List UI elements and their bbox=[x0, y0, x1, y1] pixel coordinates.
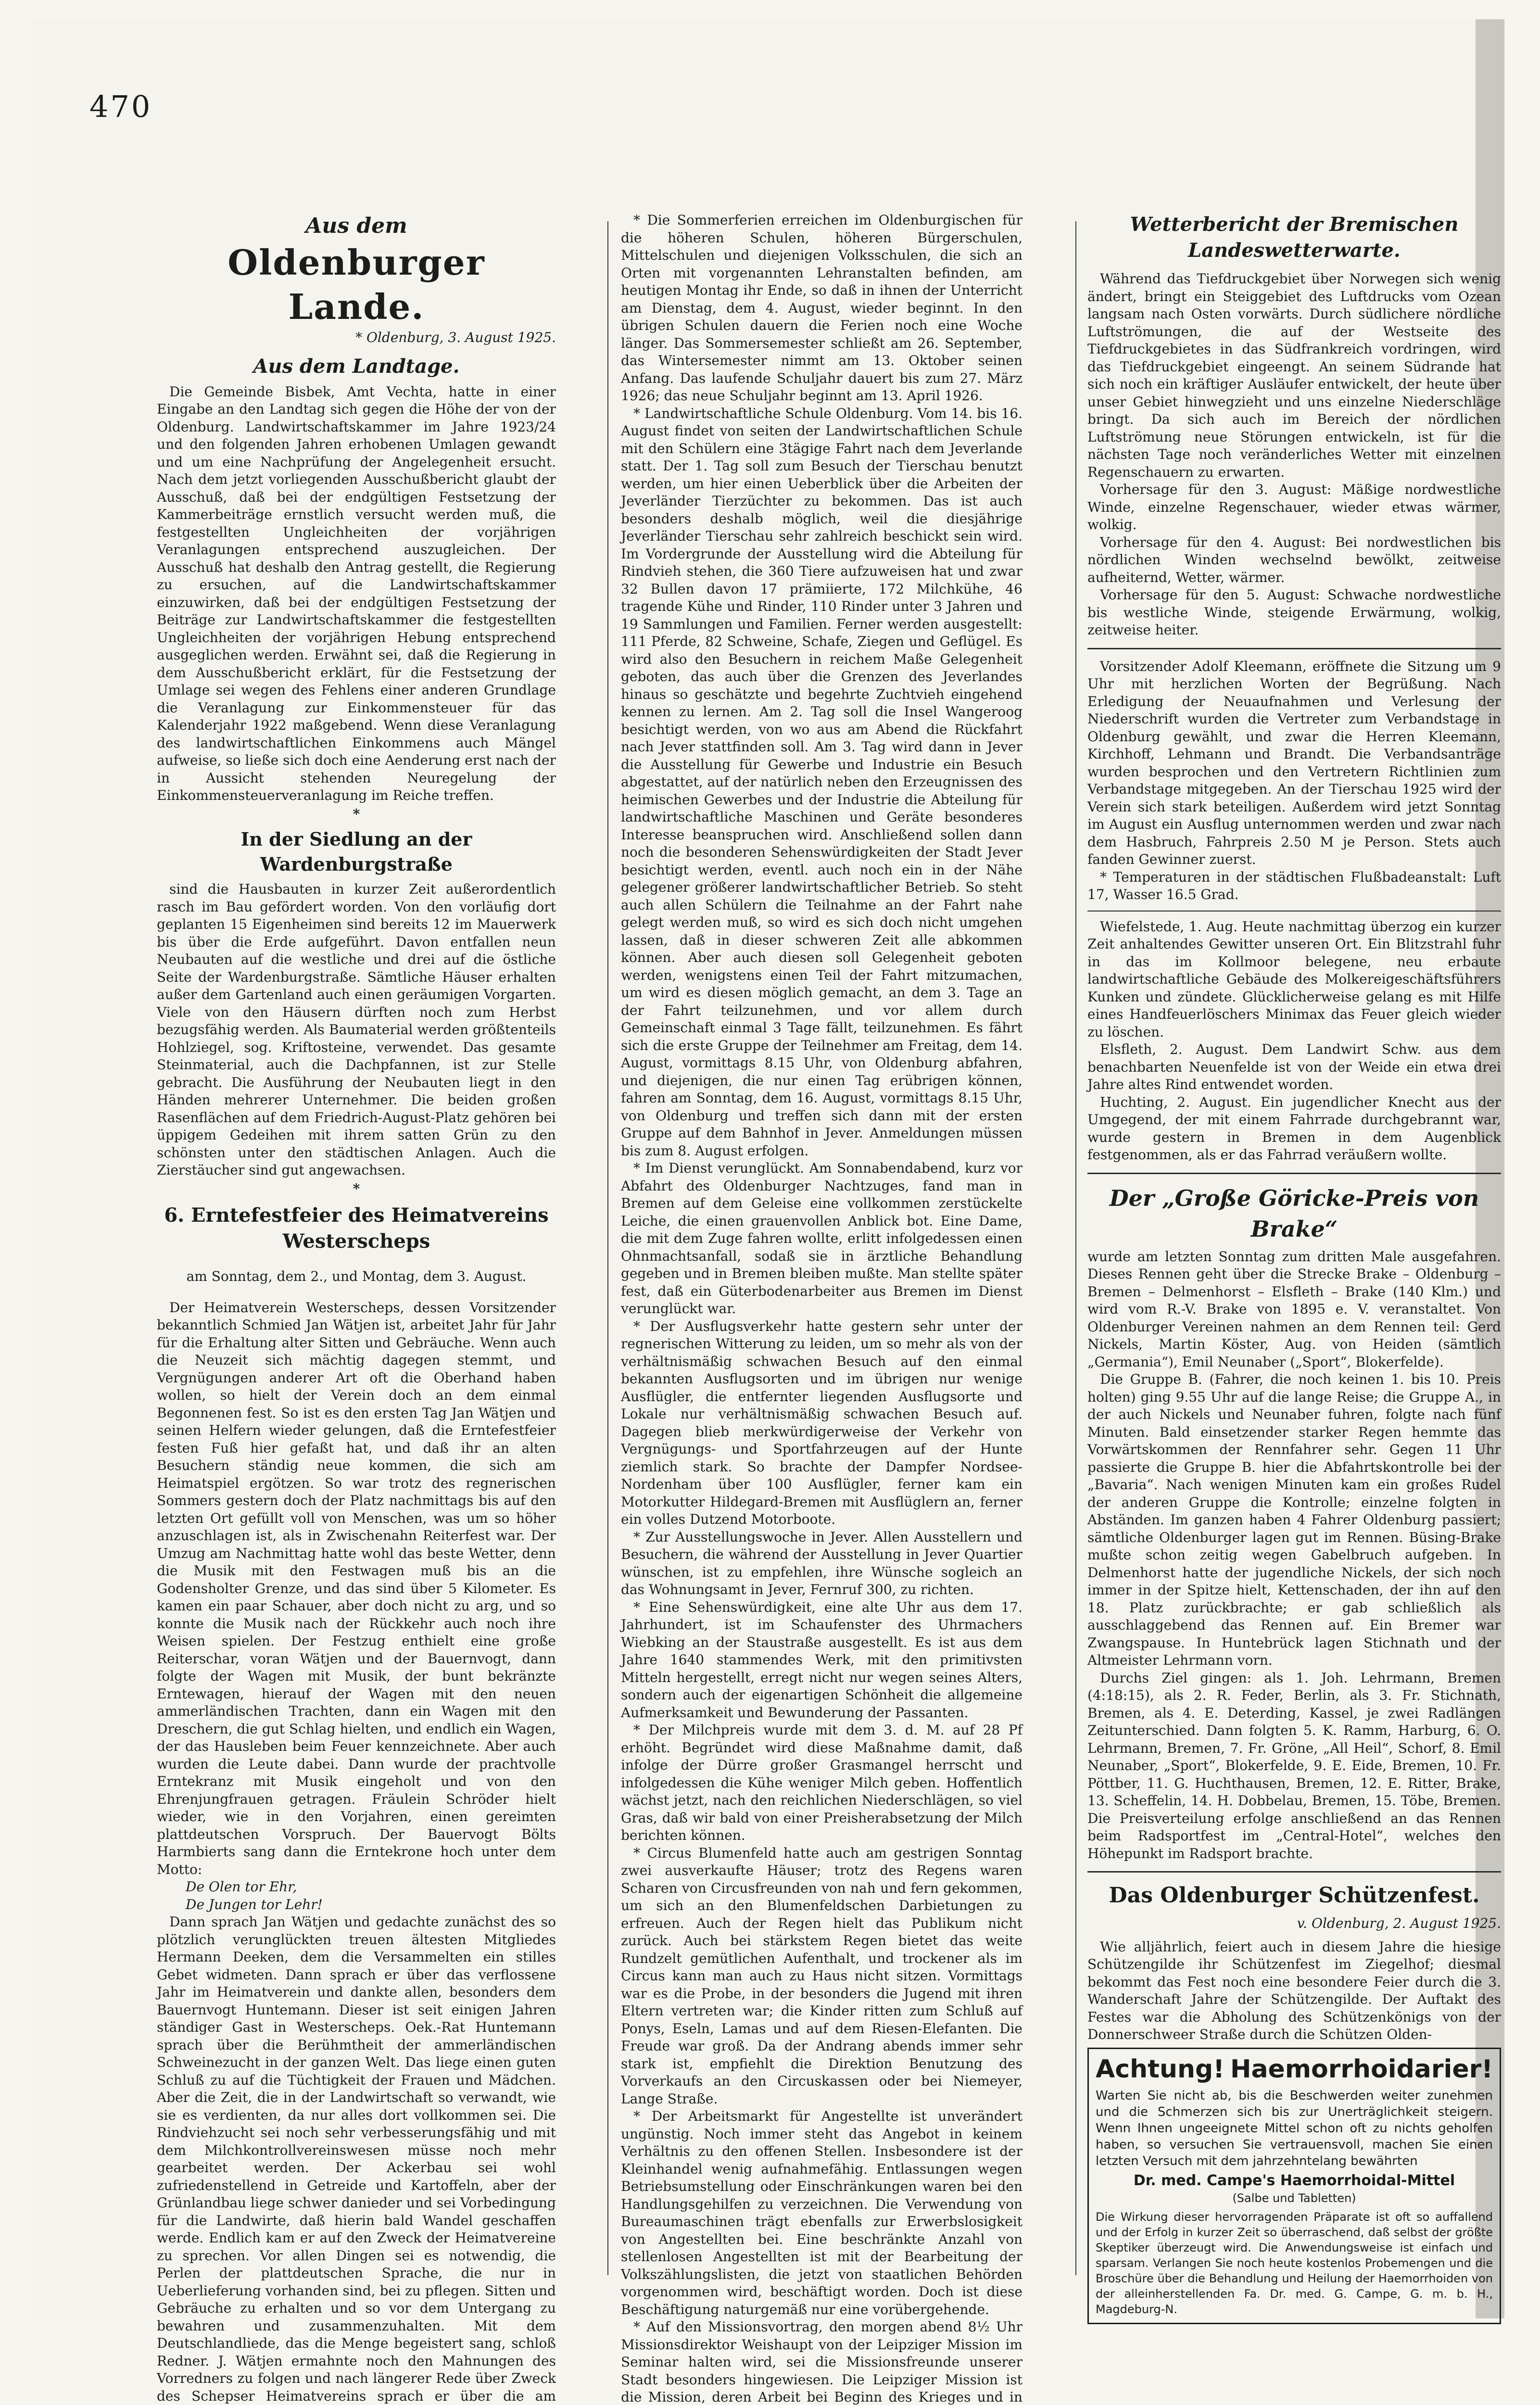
news-item: Huchting, 2. August. Ein jugendlicher Knecht aus der Umgegend, der mit einem Fahrrade durchgebrannt war, wurde gestern in Bremen in dem Augenblick festgenommen, als er das Fahrrad veräußern wollte. bbox=[1087, 1094, 1501, 1163]
dateline: * Oldenburg, 3. August 1925. bbox=[355, 329, 556, 345]
article-subtitle: am Sonntag, dem 2., und Montag, dem 3. August. bbox=[186, 1268, 527, 1284]
page-number: 470 bbox=[89, 89, 152, 124]
article-body: Wie alljährlich, feiert auch in diesem Jahre die hiesige Schützengilde ihr Schützenfest im Ziegelhof; diesmal bekommt das Fest noch eine besondere Feier durch die 3. Wanderschaft Jahre der Schützengilde. Der Auftakt des Festes war die Abholung des Schützenkönigs von der Donnerschweer Straße durch die Schützen Olden- bbox=[1087, 1938, 1501, 2042]
divider bbox=[1087, 1871, 1501, 1873]
weather-forecast: Vorhersage für den 3. August: Mäßige nordwestliche Winde, einzelne Regenschauer, wieder etwas wärmer, wolkig. bbox=[1087, 481, 1501, 532]
motto-line: De Olen tor Ehr, bbox=[186, 1879, 297, 1895]
ad-heading bbox=[1096, 2054, 1493, 2085]
article-title: Aus dem Landtage. bbox=[253, 354, 460, 378]
ad-text: Die Wirkung dieser hervorragenden Präparate ist oft so auffallend und der Erfolg in kurzer Zeit so überraschend, daß selbst der größte Skeptiker überzeugt wird. Die Anwendungsweise ist einfach und sparsam. Verlangen Sie noch heute kostenlos Probemengen und die Broschüre über die Behandlung und Heilung der Haemorrhoiden von der alleinherstellenden Fa. Dr. med. G. Campe, G. m. b. H., Magdeburg-N. bbox=[1096, 2210, 1493, 2316]
news-item: * Die Sommerferien erreichen im Oldenburgischen für die höheren Schulen, höheren Bürgerschulen, Mittelschulen und diejenigen Volksschulen, die sich an Orten mit vorgenannten Lehranstalten befinden, am heutigen Montag ihr Ende, so daß in ihnen der Unterricht am Dienstag, dem 4. August, wieder beginnt. In den übrigen Schulen dauern die Ferien noch eine Woche länger. Das Sommersemester schließt am 26. September, das Wintersemester nimmt am 13. Oktober seinen Anfang. Das laufende Schuljahr dauert bis zum 27. März 1926; das neue Schuljahr beginnt am 13. April 1926. bbox=[621, 212, 1022, 404]
article-title: In der Siedlung an der Wardenburgstraße bbox=[240, 828, 472, 875]
column-rule bbox=[607, 221, 608, 2275]
news-item: * Zur Ausstellungswoche in Jever. Allen Ausstellern und Besuchern, die während der Ausstellung in Jever Quartier wünschen, ist zu empfehlen, ihre Wünsche sogleich an das Wohnungsamt in Jever, Fernruf 300, zu richten. bbox=[621, 1529, 1022, 1597]
article-title: 6. Erntefestfeier des Heimatvereins Westerscheps bbox=[164, 1204, 549, 1253]
article-body: Dann sprach Jan Wätjen und gedachte zunächst des so plötzlich verunglückten treuen ältesten Mitgliedes Hermann Deeken, dem die Versammelten ein stilles Gebet widmeten. Dann sprach er über das verflossene Jahr im Heimatverein und dankte allen, besonders dem Bauernvogt Huntemann. Dieser ist seit einigen Jahren ständiger Gast in Westerscheps. Oek.-Rat Huntemann sprach über die Berühmtheit der ammerländischen Schweinezucht in der ganzen Welt. Das liege einen guten Schluß zu auf die Tüchtigkeit der Frauen und Mädchen. Aber die Zeit, die in der Landwirtschaft so verwandt, wie sie es verdienten, da nur alles dort vollkommen sei. Die Rindviehzucht sei noch sehr verbesserungsfähig und mit dem Milchkontrollvereinswesen müsse noch mehr gearbeitet werden. Der Ackerbau sei wohl zufriedenstellend in Getreide und Kartoffeln, aber der Grünlandbau liege schwer danieder und sei Vorbedingung für die Landwirte, daß hierin bald Wandel geschaffen werde. Endlich kam er auf den Zweck der Heimatvereine zu sprechen. Vor allen Dingen sei es notwendig, die Perlen der plattdeutschen Sprache, die nur in Ueberlieferung vorhanden sind, bei zu pflegen. Sitten und Gebräuche zu erhalten und so vor dem Untergang zu bewahren und zusammenzuhalten. Mit dem Deutschlandliede, das die Menge begeistert sang, schloß Redner. J. Wätjen ermahnte noch den Mahnungen des Vorredners zu folgen und nach längerer Rede über Zweck des Schepser Heimatvereins sprach er über die am bbox=[157, 1914, 556, 2404]
column-left bbox=[157, 212, 556, 2404]
column-right bbox=[1087, 212, 1501, 2316]
ad-text: Warten Sie nicht ab, bis die Beschwerden weiter zunehmen und die Schmerzen sich bis zur Unerträglichkeit steigern. Wenn Ihnen ungeeignete Mittel schon oft zu nichts geholfen haben, so versuchen Sie vertrauensvoll, machen Sie einen letzten Versuch mit dem jahrzehntelang bewährten bbox=[1096, 2088, 1493, 2168]
news-item: Wiefelstede, 1. Aug. Heute nachmittag überzog ein kurzer Zeit anhaltendes Gewitter unseren Ort. Ein Blitzstrahl fuhr in das im Kollmoor belegene, neu erbaute landwirtschaftliche Gebäude des Molkereigeschäftsführers Kunken und zündete. Glücklicherweise gelang es mit Hilfe eines Handfeuerlöschers Minimax das Feuer gleich wieder zu löschen. bbox=[1087, 918, 1501, 1040]
ad-product-name: Dr. med. Campe's Haemorrhoidal-Mittel bbox=[1133, 2172, 1455, 2189]
weather-forecast: Vorhersage für den 4. August: Bei nordwestlichen bis nördlichen Winden wechselnd bewölkt, zeitweise aufheiternd, Wetter, wärmer. bbox=[1087, 534, 1501, 585]
news-item: * Auf den Missionsvortrag, den morgen abend 8½ Uhr Missionsdirektor Weishaupt von der Leipziger Mission im Seminar halten wird, sei die Missionsfreunde unserer Stadt besonders hingewiesen. Die Leipziger Mission ist die Mission, deren Arbeit bei Beginn des Krieges und in bbox=[621, 2319, 1022, 2405]
column-middle bbox=[621, 212, 1022, 2405]
separator-star: * bbox=[353, 806, 360, 822]
weather-title: Wetterbericht der Bremischen Landeswetterwarte. bbox=[1130, 213, 1459, 262]
divider bbox=[1087, 648, 1501, 649]
ad-heading-right: Haemorrhoidarier! bbox=[1230, 2054, 1493, 2084]
ad-heading-left: Achtung! bbox=[1096, 2054, 1224, 2084]
column-rule bbox=[1075, 221, 1076, 2275]
newspaper-page bbox=[32, 19, 1504, 2405]
article-body: Die Gemeinde Bisbek, Amt Vechta, hatte in einer Eingabe an den Landtag sich gegen die Höhe der von der Oldenburg. Landwirtschaftskammer im Jahre 1923/24 und den folgenden Jahren erhobenen Umlagen gewandt und um eine Nachprüfung der Angelegenheit ersucht. Nach dem jetzt vorliegenden Ausschußbericht glaubt der Ausschuß, daß bei der endgültigen Festsetzung der Kammerbeiträge ernstlich versucht werden muß, die festgestellten Ungleichheiten der vorjährigen Veranlagungen entsprechend auszugleichen. Der Ausschuß hat deshalb den Antrag gestellt, die Regierung zu ersuchen, auf die Landwirtschaftskammer einzuwirken, daß bei der endgültigen Festsetzung der Beiträge zur Landwirtschaftskammer die festgestellten Ungleichheiten der vorjährigen Hebung entsprechend ausgeglichen werden. Erwähnt sei, daß die Regierung in dem Ausschußbericht erklärt, für die Festsetzung der Umlage sei wegen des Fehlens einer anderen Grundlage die Veranlagung zur Einkommensteuer für das Kalenderjahr 1922 maßgebend. Wenn diese Veranlagung des landwirtschaftlichen Einkommens auch Mängel aufweise, so ließe sich doch eine Aenderung erst nach der in Aussicht stehenden Neuregelung der Einkommensteuerveranlagung im Reiche treffen. bbox=[157, 383, 556, 803]
news-item: * Der Milchpreis wurde mit dem 3. d. M. auf 28 Pf erhöht. Begründet wird diese Maßnahme damit, daß infolge der Dürre großer Grasmangel herrscht und infolgedessen die Kühe weniger Milch geben. Hoffentlich wächst jetzt, nach den reichlichen Niederschlägen, so viel Gras, daß wir bald von einer Preisherabsetzung der Milch berichten können. bbox=[621, 1722, 1022, 1843]
news-item: * Im Dienst verunglückt. Am Sonnabendabend, kurz vor Abfahrt des Oldenburger Nachtzuges, fand man in Bremen auf dem Geleise eine vollkommen zerstückelte Leiche, die einen grauenvollen Anblick bot. Eine Dame, die mit dem Zuge fahren wollte, erlitt infolgedessen einen Ohnmachtsanfall, sodaß sie in ärztliche Behandlung gegeben und in Bremen bleiben mußte. Man stellte später fest, daß ein Güterbodenarbeiter aus Bremen im Dienst verunglückt war. bbox=[621, 1160, 1022, 1316]
article-body: Die Gruppe B. (Fahrer, die noch keinen 1. bis 10. Preis holten) ging 9.55 Uhr auf die lange Reise; die Gruppe A., in der auch Nickels und Neunaber fuhren, folgte nach fünf Minuten. Bald einsetzender starker Regen hemmte das Vorwärtskommen der Rennfahrer sehr. Gegen 11 Uhr passierte die Gruppe B. hier die Abfahrtskontrolle bei der „Bavaria“. Nach wenigen Minuten kam ein großes Rudel der anderen Gruppe die Kontrolle; einzelne folgten in Abständen. Im ganzen haben 4 Fahrer Oldenburg passiert; sämtliche Oldenburger lagen gut im Rennen. Büsing-Brake mußte schon zeitig wegen Gabelbruch aufgeben. In Delmenhorst hatte der jugendliche Nickels, der sich noch immer in der Spitze hielt, Kettenschaden, der ihn auf den 18. Platz zurückbrachte; er gab schließlich als ausschlaggebend das Rennen auf. Ein Bremer war Zwangspause. In Huntebrück lagen Stichnath und der Altmeister Lehrmann vorn. bbox=[1087, 1371, 1501, 1668]
news-item: * Circus Blumenfeld hatte auch am gestrigen Sonntag zwei ausverkaufte Häuser; trotz des Regens waren Scharen von Circusfreunden von nah und fern gekommen, um sich an den Blumenfeldschen Darbietungen zu erfreuen. Auch der Regen hielt das Publikum nicht zurück. Auch bei stärkstem Regen bietet das weite Rundzelt gemütlichen Aufenthalt, und trockener als im Circus kann man auch zu Haus nicht sitzen. Vormittags war es die Probe, in der besonders die Jugend mit ihren Eltern vertreten war; die Kinder ritten zum Schluß auf Ponys, Eseln, Lamas und auf dem Riesen-Elefanten. Die Freude war groß. Da der Andrang abends immer sehr stark ist, empfiehlt die Direktion Benutzung des Vorverkaufs an den Circuskassen oder bei Niemeyer, Lange Straße. bbox=[621, 1845, 1022, 2107]
news-item: Vorsitzender Adolf Kleemann, eröffnete die Sitzung um 9 Uhr mit herzlichen Worten der Begrüßung. Nach Erledigung der Neuaufnahmen und Verlesung der Niederschrift wurden die Vertreter zum Verbandstage in Oldenburg gewählt, und zwar die Herren Kleemann, Kirchhoff, Lehmann und Brandt. Die Verbandsanträge wurden besprochen und den Vertretern Richtlinien zum Verbandstage mitgegeben. An der Tierschau 1925 wird der Verein sich stark beteiligen. Außerdem wird jetzt Sonntag im August ein Ausflug unternommen werden und zwar nach dem Hasbruch, Fahrpreis 2.50 M je Person. Stets auch fanden Gewinner zuerst. bbox=[1087, 658, 1501, 867]
news-item: * Der Arbeitsmarkt für Angestellte ist unverändert ungünstig. Noch immer steht das Angebot in keinem Verhältnis zu den offenen Stellen. Insbesondere ist der Kleinhandel wenig aufnahmefähig. Entlassungen wegen Betriebsumstellung oder Einschränkungen waren bei den Handlungsgehilfen zu verzeichnen. Die Verwendung von Bureaumaschinen trägt ebenfalls zur Erwerbslosigkeit von Angestellten bei. Eine beschränkte Anzahl von stellenlosen Angestellten ist mit der Bearbeitung der Volkszählungslisten, die jetzt von staatlichen Behörden vorgenommen wird, beschäftigt worden. Doch ist diese Beschäftigung naturgemäß nur eine vorübergehende. bbox=[621, 2108, 1022, 2317]
news-item: * Eine Sehenswürdigkeit, eine alte Uhr aus dem 17. Jahrhundert, ist im Schaufenster des Uhrmachers Wiebking an der Staustraße ausgestellt. Es ist aus dem Jahre 1640 stammendes Werk, mit den primitivsten Mitteln hergestellt, erregt nicht nur wegen seines Alters, sondern auch der eigenartigen Schönheit die allgemeine Aufmerksamkeit und Bewunderung der Passanten. bbox=[621, 1599, 1022, 1721]
article-title: Das Oldenburger Schützenfest. bbox=[1109, 1883, 1480, 1908]
dateline: v. Oldenburg, 2. August 1925. bbox=[1297, 1915, 1501, 1931]
section-heading: Oldenburger Lande. bbox=[227, 242, 485, 327]
separator-star: * bbox=[353, 1180, 360, 1197]
divider bbox=[1087, 1173, 1501, 1174]
article-body: wurde am letzten Sonntag zum dritten Male ausgefahren. Dieses Rennen geht über die Strecke Brake – Oldenburg – Bremen – Delmenhorst – Elsfleth – Brake (140 Klm.) und wird vom R.-V. Brake von 1895 e. V. veranstaltet. Von Oldenburger Vereinen nahmen an dem Rennen teil: Gerd Nickels, Martin Köster, Aug. von Heiden (sämtlich „Germania“), Emil Neunaber („Sport“, Blokerfelde). bbox=[1087, 1248, 1501, 1370]
news-item: Elsfleth, 2. August. Dem Landwirt Schw. aus dem benachbarten Neuenfelde ist von der Weide ein etwa drei Jahre altes Rind entwendet worden. bbox=[1087, 1041, 1501, 1092]
weather-forecast: Vorhersage für den 5. August: Schwache nordwestliche bis westliche Winde, steigende Erwärmung, wolkig, zeitweise heiter. bbox=[1087, 587, 1501, 638]
motto-line: De Jungen tor Lehr! bbox=[186, 1896, 323, 1912]
article-body: sind die Hausbauten in kurzer Zeit außerordentlich rasch im Bau gefördert worden. Von den vorläufig dort geplanten 15 Eigenheimen sind bereits 12 im Mauerwerk bis über die Erde aufgeführt. Davon entfallen neun Neubauten auf die westliche und drei auf die östliche Seite der Wardenburgstraße. Sämtliche Häuser erhalten außer dem Gartenland auch einen geräumigen Vorgarten. Viele von den Häusern dürften noch zum Herbst bezugsfähig werden. Als Baumaterial werden größtenteils Hohlziegel, sog. Kriftosteine, verwendet. Das gesamte Steinmaterial, auch die Dachpfannen, ist zur Stelle gebracht. Die Ausführung der Neubauten liegt in den Händen mehrerer Unternehmer. Die beiden großen Rasenflächen auf dem Friedrich-August-Platz gehören bei üppigem Gedeihen mit ihrem satten Grün zu den schönsten unter den städtischen Anlagen. Auch die Zierstäucher sind gut angewachsen. bbox=[157, 881, 556, 1178]
article-body: Durchs Ziel gingen: als 1. Joh. Lehrmann, Bremen (4:18:15), als 2. R. Feder, Berlin, als 3. Fr. Stichnath, Bremen, als 4. E. Deterding, Kassel, je zwei Radlängen Zeitunterschied. Dann folgten 5. K. Ramm, Harburg, 6. O. Lehrmann, Bremen, 7. Fr. Gröne, „All Heil“, Schorf, 8. Emil Neunaber, „Sport“, Blokerfelde, 9. E. Eide, Bremen, 10. Fr. Pöttber, 11. G. Huchthausen, Bremen, 12. E. Ritter, Brake, 13. Scheffelin, 14. H. Dobbelau, Bremen, 15. Töbe, Bremen. Die Preisverteilung erfolge anschließend an das Rennen beim Radsportfest im „Central-Hotel“, welches den Höhepunkt im Radsport brachte. bbox=[1087, 1670, 1501, 1861]
advertisement bbox=[1087, 2048, 1501, 2324]
ad-product-sub: (Salbe und Tabletten) bbox=[1232, 2191, 1356, 2205]
weather-report: Während das Tiefdruckgebiet über Norwegen sich wenig ändert, bringt ein Steiggebiet des Luftdrucks vom Ozean langsam nach Osten vorwärts. Durch südlichere nördliche Luftströmungen, die auf der Westseite des Tiefdruckgebietes in das Südfrankreich vordringen, wird das Tiefdruckgebiet eingeengt. An seinem Südrande hat sich noch ein kräftiger Ausläufer entwickelt, der heute über unser Gebiet hinwegzieht und uns einzelne Niederschläge bringt. Da sich auch im Bereich der nördlichen Luftströmung neue Störungen entwickeln, ist für die nächsten Tage noch veränderliches Wetter mit einzelnen Regenschauern zu erwarten. bbox=[1087, 271, 1501, 480]
news-item: * Temperaturen in der städtischen Flußbadeanstalt: Luft 17, Wasser 16.5 Grad. bbox=[1087, 869, 1501, 902]
section-kicker: Aus dem bbox=[305, 214, 407, 238]
article-title: Der „Große Göricke-Preis von Brake“ bbox=[1109, 1185, 1479, 1242]
article-body: Der Heimatverein Westerscheps, dessen Vorsitzender bekanntlich Schmied Jan Wätjen ist, arbeitet Jahr für Jahr für die Erhaltung alter Sitten und Gebräuche. Wenn auch die Neuzeit sich mächtig dagegen stemmt, und Vergnügungen anderer Art oft die Oberhand haben wollen, so hielt der Verein doch an dem einmal Begonnenen fest. So ist es den ersten Tag Jan Wätjen und seinen Helfern wieder gelungen, daß die Erntefestfeier festen Fuß hier gefaßt hat, und daß ihr an alten Besuchern ständig neue kommen, die sich am Heimatspiel ergötzen. So war trotz des regnerischen Sommers gestern doch der Platz nachmittags bis auf den letzten Ort gefüllt voll von Menschen, was um so höher anzuschlagen ist, als in Zwischenahn Reiterfest war. Der Umzug am Nachmittag hatte wohl das beste Wetter, denn die Musik mit den Festwagen muß bis an die Godensholter Grenze, und das sind über 5 Kilometer. Es kamen ein paar Schauer, aber doch nicht zu arg, und so konnte die Musik nach der Rückkehr auch noch ihre Weisen spielen. Der Festzug enthielt eine große Reiterschar, voran Wätjen und der Bauernvogt, dann folgte der Wagen mit Musik, der bunt bekränzte Erntewagen, hierauf der Wagen mit den neuen ammerländischen Trachten, dann ein Wagen mit den Dreschern, die gut Schlag hielten, und endlich ein Wagen, der das Hausleben beim Feuer kennzeichnete. Aber auch wurden die Leute dabei. Dann wurde der prachtvolle Erntekranz mit Musik eingeholt und von den Ehrenjungfrauen getragen. Fräulein Schröder hielt wieder, wie in den Vorjahren, einen gereimten plattdeutschen Vorspruch. Der Bauervogt Bölts Harmbierts sang dann die Erntekrone hoch unter dem Motto: bbox=[157, 1299, 556, 1877]
news-item: * Der Ausflugsverkehr hatte gestern sehr unter der regnerischen Witterung zu leiden, um so mehr als von der verhältnismäßig schwachen Besuch auf den einmal bekannten Ausflugsorten und im übrigen nur wenige Ausflügler, die entfernter liegenden Ausflugsorte und Lokale nur verhältnismäßig schwachen Besuch auf. Dagegen blieb merkwürdigerweise der Verkehr von Vergnügungs- und Sportfahrzeugen auf der Hunte ziemlich stark. So brachte der Dampfer Nordsee-Nordenham über 100 Ausflügler, ferner kam ein Motorkutter Hildegard-Bremen mit Ausflüglern an, ferner ein volles Dutzend Motorboote. bbox=[621, 1318, 1022, 1527]
news-item: * Landwirtschaftliche Schule Oldenburg. Vom 14. bis 16. August findet von seiten der Landwirtschaftlichen Schule mit den Schülern eine 3tägige Fahrt nach dem Jeverlande statt. Der 1. Tag soll zum Besuch der Tierschau benutzt werden, um hier einen Ueberblick über die Arbeiten der Jeverländer Tierzüchter zu bekommen. Das ist auch besonders deshalb möglich, weil die diesjährige Jeverländer Tierschau sehr zahlreich beschickt sein wird. Im Vordergrunde der Ausstellung wird die Abteilung für Rindvieh stehen, die 360 Tiere aufzuweisen hat und zwar 32 Bullen davon 17 prämiierte, 172 Milchkühe, 46 tragende Kühe und Rinder, 110 Rinder unter 3 Jahren und 19 Sammlungen und Familien. Ferner werden ausgestellt: 111 Pferde, 82 Schweine, Schafe, Ziegen und Geflügel. Es wird also den Besuchern in reichem Maße Gelegenheit geboten, das auch über die Grenzen des Jeverlandes hinaus so geschätzte und begehrte Zuchtvieh eingehend kennen zu lernen. Am 2. Tag soll die Insel Wangeroog besichtigt werden, von wo aus am Abend die Rückfahrt nach Jever stattfinden soll. Am 3. Tag wird dann in Jever die Ausstellung für Gewerbe und Industrie ein Besuch abgestattet, auf der natürlich neben den Erzeugnissen des heimischen Gewerbes und der Industrie die Abteilung für landwirtschaftliche Maschinen und Geräte besonderes Interesse beanspruchen wird. Anschließend sollen dann noch die besonderen Sehenswürdigkeiten der Stadt Jever besichtigt werden, eventl. auch noch ein in der Nähe gelegener größerer landwirtschaftlicher Betrieb. So steht auch allen Schülern die Teilnahme an der Fahrt nahe gelegt werden muß, so wird es sich doch nicht umgehen lassen, daß in dieser schweren Zeit alle abkommen können. Aber auch diesen soll Gelegenheit geboten werden, wenigstens einen Teil der Fahrt mitzumachen, um wird es diesen möglich gemacht, an dem 3. Tage an der Fahrt teilzunehmen, und vor allem durch Gemeinschaft einmal 3 Tage fällt, teilzunehmen. Es fährt sich die erste Gruppe der Teilnehmer am Freitag, dem 14. August, vormittags 8.15 Uhr, von Oldenburg abfahren, und diejenigen, die nur einen Tag erübrigen können, fahren am Sonntag, dem 16. August, vormittags 8.15 Uhr, von Oldenburg und treffen sich dann mit der ersten Gruppe auf dem Bahnhof in Jever. Anmeldungen müssen bis zum 8. August erfolgen. bbox=[621, 405, 1022, 1159]
